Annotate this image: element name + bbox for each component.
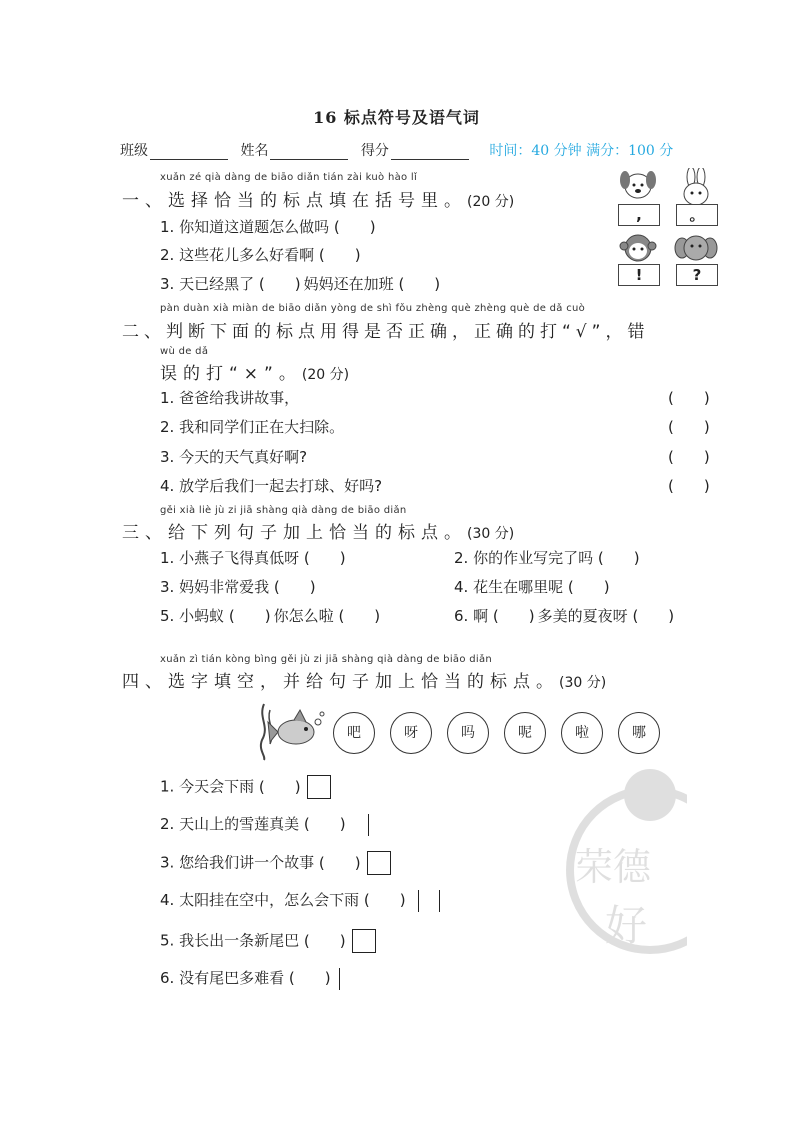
name-label: 姓名 — [240, 143, 269, 159]
score-label: 得分 — [360, 143, 389, 159]
s2-item-1: 1. 爸爸给我讲故事， — [160, 389, 300, 407]
punct-box[interactable] — [307, 775, 331, 799]
name-blank[interactable] — [270, 145, 348, 160]
dog-icon — [616, 168, 660, 208]
section4-heading — [122, 667, 606, 692]
s2-item-4: 4. 放学后我们一起去打球、好吗? — [160, 477, 383, 495]
s3-item-6-text: 6. 啊 — [454, 607, 489, 625]
s4-item-1 — [160, 775, 331, 799]
s3-item-1 — [160, 547, 344, 568]
section2-heading-1: 二、判断下面的标点用得是否正确，正确的打“√”，错 — [122, 322, 650, 342]
answer-paren[interactable]: ( ) — [333, 218, 376, 236]
s3-item-4-text: 4. 花生在哪里呢 — [454, 578, 564, 596]
char-bubble[interactable]: 吗 — [447, 712, 489, 754]
s3-item-2-text: 2. 你的作业写完了吗 — [454, 549, 594, 567]
section4-heading-text: 四、选字填空，并给句子加上恰当的标点。 — [122, 672, 559, 692]
section2-pinyin-1: pàn duàn xià miàn de biāo diǎn yòng de shì fǒu zhèng què zhèng què de dǎ cuò — [160, 303, 586, 314]
answer-paren[interactable]: ( ) — [273, 578, 316, 596]
section2-heading-2 — [160, 359, 349, 384]
s3-item-3-text: 3. 妈妈非常爱我 — [160, 578, 270, 596]
char-bubble[interactable]: 吧 — [333, 712, 375, 754]
char-bubble[interactable]: 呀 — [390, 712, 432, 754]
s4-item-4-text: 4. 太阳挂在空中，怎么会下雨 — [160, 891, 360, 909]
answer-paren[interactable]: ( ) — [228, 607, 271, 625]
judge-paren[interactable]: ( ) — [668, 389, 710, 407]
section2-score: (20 分) — [301, 367, 350, 383]
s3-item-6-after: 多美的夏夜呀 — [537, 607, 628, 625]
info-line — [120, 140, 673, 160]
sign-comma: , — [618, 204, 660, 226]
section1-pinyin: xuǎn zé qià dàng de biāo diǎn tián zài kuò hào lǐ — [160, 172, 418, 183]
char-bubble[interactable]: 呢 — [504, 712, 546, 754]
s3-item-5-after: 你怎么啦 — [273, 607, 334, 625]
s2-item-2: 2. 我和同学们正在大扫除。 — [160, 418, 345, 436]
watermark-logo — [565, 740, 687, 1000]
punct-box[interactable] — [367, 851, 391, 875]
answer-paren[interactable]: ( ) — [632, 607, 675, 625]
s4-item-5-text: 5. 我长出一条新尾巴 — [160, 931, 300, 950]
s4-item-3-text: 3. 您给我们讲一个故事 — [160, 853, 315, 872]
s3-item-2 — [454, 547, 638, 568]
s3-item-6 — [454, 605, 675, 626]
answer-paren[interactable]: ( ) — [338, 607, 381, 625]
s1-item-3-after: 妈妈还在加班 — [303, 275, 394, 293]
answer-paren[interactable]: ( ) — [398, 275, 441, 293]
monkey-icon — [616, 230, 660, 266]
char-paren[interactable]: ( ) — [258, 777, 301, 796]
s2-item-3: 3. 今天的天气真好啊? — [160, 448, 308, 466]
char-paren[interactable]: ( ) — [303, 931, 346, 950]
answer-paren[interactable]: ( ) — [567, 578, 610, 596]
judge-paren[interactable]: ( ) — [668, 418, 710, 436]
page-title: 16 标点符号及语气词 — [313, 108, 480, 127]
watermark-line-1: 荣德 — [575, 845, 652, 889]
s4-item-1-text: 1. 今天会下雨 — [160, 777, 255, 796]
rabbit-icon — [674, 168, 718, 208]
section1-heading — [122, 186, 514, 211]
class-label: 班级 — [120, 143, 148, 159]
s1-item-3-text: 3. 天已经黑了 — [160, 275, 255, 293]
answer-paren[interactable]: ( ) — [492, 607, 535, 625]
s1-item-1 — [160, 216, 374, 237]
s4-item-2 — [160, 813, 369, 836]
char-bubble[interactable]: 啦 — [561, 712, 603, 754]
sign-exclamation: ! — [618, 264, 660, 286]
animal-illustration — [610, 168, 722, 288]
char-paren[interactable]: ( ) — [318, 853, 361, 872]
punct-box[interactable] — [352, 929, 376, 953]
s4-item-5 — [160, 929, 376, 953]
answer-paren[interactable]: ( ) — [597, 549, 640, 567]
section1-score: (20 分) — [467, 194, 515, 210]
section1-heading-text: 一、选择恰当的标点填在括号里。 — [122, 191, 467, 211]
s4-item-3 — [160, 851, 391, 875]
char-paren[interactable]: ( ) — [303, 815, 346, 833]
s4-item-6-text: 6. 没有尾巴多难看 — [160, 969, 285, 987]
punct-box[interactable] — [339, 968, 340, 990]
sign-question: ? — [676, 264, 718, 286]
section3-heading — [122, 518, 514, 543]
section4-score: (30 分) — [559, 675, 607, 691]
s4-item-6 — [160, 967, 340, 990]
section3-pinyin: gěi xià liè jù zi jiā shàng qià dàng de biāo diǎn — [160, 505, 407, 516]
watermark-line-2: 好 — [605, 901, 648, 950]
judge-paren[interactable]: ( ) — [668, 477, 710, 495]
section2-heading-2-text: 误的打“×”。 — [160, 364, 302, 384]
answer-paren[interactable]: ( ) — [258, 275, 301, 293]
char-paren[interactable]: ( ) — [288, 969, 331, 987]
judge-paren[interactable]: ( ) — [668, 448, 710, 466]
score-blank[interactable] — [391, 145, 469, 160]
char-paren[interactable]: ( ) — [363, 891, 406, 909]
answer-paren[interactable]: ( ) — [303, 549, 346, 567]
punct-box[interactable] — [418, 890, 419, 912]
section3-score: (30 分) — [467, 526, 515, 542]
class-blank[interactable] — [150, 145, 228, 160]
s4-item-4 — [160, 889, 440, 912]
s3-item-5 — [160, 605, 381, 626]
sign-period: 。 — [676, 204, 718, 226]
time-score-info: 时间：40 分钟 满分：100 分 — [489, 143, 674, 159]
punct-box[interactable] — [439, 890, 440, 912]
s1-item-2 — [160, 244, 359, 265]
s3-item-3 — [160, 576, 314, 597]
section4-pinyin: xuǎn zì tián kòng bìng gěi jù zi jiā shàng qià dàng de biāo diǎn — [160, 654, 493, 665]
elephant-icon — [674, 230, 718, 266]
s3-item-5-text: 5. 小蚂蚁 — [160, 607, 225, 625]
fish-icon — [256, 700, 326, 762]
s3-item-4 — [454, 576, 608, 597]
s4-item-2-text: 2. 天山上的雪莲真美 — [160, 815, 300, 833]
section3-heading-text: 三、给下列句子加上恰当的标点。 — [122, 523, 467, 543]
s1-item-2-text: 2. 这些花儿多么好看啊 — [160, 246, 315, 264]
char-bubble[interactable]: 哪 — [618, 712, 660, 754]
s1-item-3 — [160, 273, 441, 294]
s3-item-1-text: 1. 小燕子飞得真低呀 — [160, 549, 300, 567]
punct-box[interactable] — [368, 814, 369, 836]
s1-item-1-text: 1. 你知道这道题怎么做吗 — [160, 218, 330, 236]
section2-pinyin-2: wù de dǎ — [160, 346, 209, 357]
answer-paren[interactable]: ( ) — [318, 246, 361, 264]
